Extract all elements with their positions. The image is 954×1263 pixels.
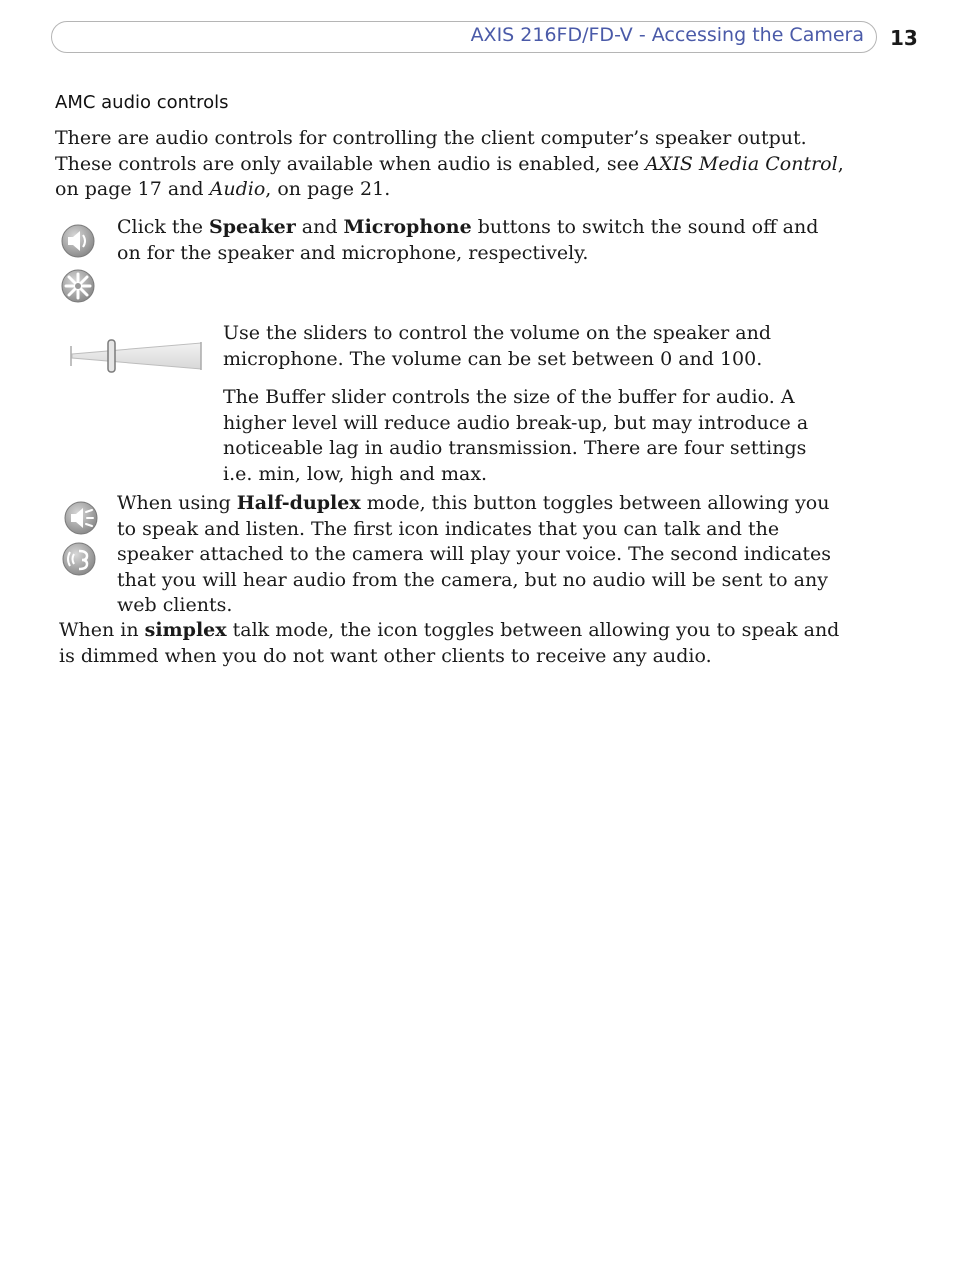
microphone-term: Microphone xyxy=(343,216,472,238)
microphone-icon[interactable] xyxy=(60,268,96,304)
speaker-icon[interactable] xyxy=(60,223,96,259)
section-heading: AMC audio controls xyxy=(55,92,229,113)
half-duplex-paragraph xyxy=(117,491,832,619)
intro-paragraph xyxy=(55,126,855,203)
intro-text: , on page 21. xyxy=(265,178,391,200)
simplex-paragraph xyxy=(59,618,849,669)
page-number: 13 xyxy=(890,26,918,50)
text: Click the xyxy=(117,216,210,238)
link-audio: Audio xyxy=(209,178,266,200)
intro-text: There are audio controls for controlling the client computer’s speaker output. These controls are only available when audio is enabled, see xyxy=(55,127,807,175)
buffer-paragraph: The Buffer slider controls the size of the buffer for audio. A higher level will reduce audio break-up, but may introduce a noticeable lag in audio transmission. There are four settings i.e. min, low, high and max. xyxy=(223,386,809,485)
listen-icon[interactable] xyxy=(61,541,97,577)
speaker-term: Speaker xyxy=(209,216,296,238)
text: When in xyxy=(59,619,145,641)
speaker-mic-paragraph xyxy=(117,215,837,266)
text: talk mode, the icon toggles between allowing you to speak and is dimmed when you do not want other clients to receive any audio. xyxy=(59,619,840,667)
simplex-term: simplex xyxy=(144,619,227,641)
volume-slider[interactable] xyxy=(68,336,204,376)
intro-text: , on page 17 and xyxy=(55,152,844,200)
link-axis-media-control: AXIS Media Control xyxy=(645,152,838,175)
slider-handle xyxy=(108,340,115,372)
header-title: AXIS 216FD/FD-V - Accessing the Camera xyxy=(470,24,864,46)
text: buttons to switch the sound off and on for the speaker and microphone, respectively. xyxy=(117,216,819,264)
text: and xyxy=(295,216,344,238)
talk-icon[interactable] xyxy=(63,500,99,536)
text: When using xyxy=(117,492,237,514)
half-duplex-term: Half-duplex xyxy=(236,492,361,514)
text: mode, this button toggles between allowing you to speak and listen. The first icon indicates that you can talk and the speaker attached to the camera will play your voice. The second indicates that you will hear audio from the camera, but no audio will be sent to any web clients. xyxy=(117,492,832,616)
sliders-paragraph: Use the sliders to control the volume on the speaker and microphone. The volume can be set between 0 and 100. xyxy=(223,322,771,370)
